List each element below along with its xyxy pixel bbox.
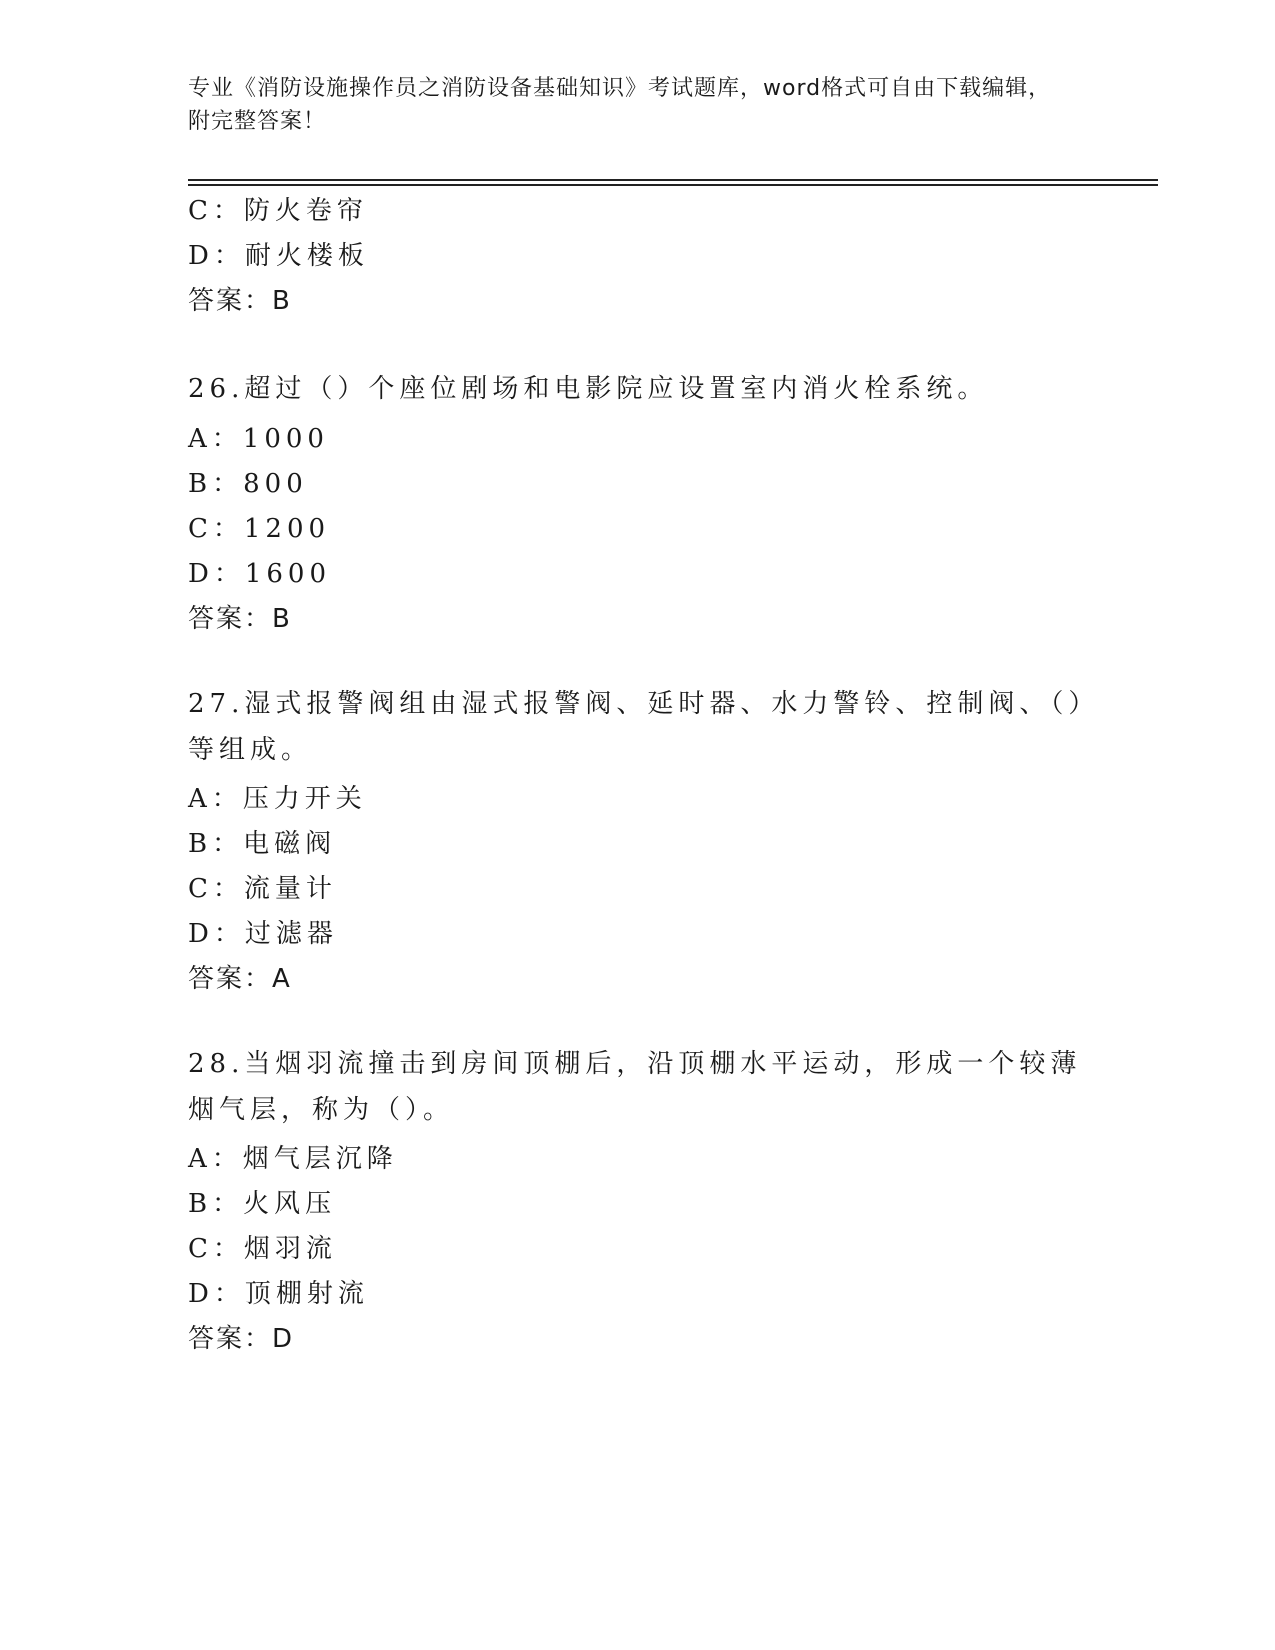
question-28-option-d: D：顶棚射流 [188, 1279, 369, 1309]
question-26-option-c: C：1200 [188, 514, 331, 544]
header-rule-top [188, 179, 1158, 181]
question-26-option-a: A：1000 [188, 424, 329, 454]
question-28-option-a: A：烟气层沉降 [188, 1144, 398, 1174]
option-d: D：耐火楼板 [188, 241, 369, 271]
question-26-option-d: D：1600 [188, 559, 332, 589]
header-rule-bottom [188, 184, 1158, 186]
answer-line: 答案：B [188, 286, 292, 316]
question-28-option-c: C：烟羽流 [188, 1234, 337, 1264]
question-26-text: 26.超过（）个座位剧场和电影院应设置室内消火栓系统。 [188, 374, 989, 404]
page-header: 专业《消防设施操作员之消防设备基础知识》考试题库，word格式可自由下载编辑，附完整答案！ [188, 76, 1052, 134]
question-27-option-c: C：流量计 [188, 874, 337, 904]
question-28-option-b: B：火风压 [188, 1189, 337, 1219]
question-27-option-b: B：电磁阀 [188, 829, 337, 859]
question-27-answer: 答案：A [188, 964, 292, 994]
question-27-text: 27.湿式报警阀组由湿式报警阀、延时器、水力警铃、控制阀、（）等组成。 [188, 689, 1087, 765]
question-26-answer: 答案：B [188, 604, 292, 634]
question-26-option-b: B：800 [188, 469, 308, 499]
question-27-option-d: D：过滤器 [188, 919, 338, 949]
question-28-text: 28.当烟羽流撞击到房间顶棚后，沿顶棚水平运动，形成一个较薄烟气层，称为（）。 [188, 1049, 1082, 1125]
question-27-option-a: A：压力开关 [188, 784, 367, 814]
question-28-answer: 答案：D [188, 1324, 295, 1354]
option-c: C：防火卷帘 [188, 196, 368, 226]
